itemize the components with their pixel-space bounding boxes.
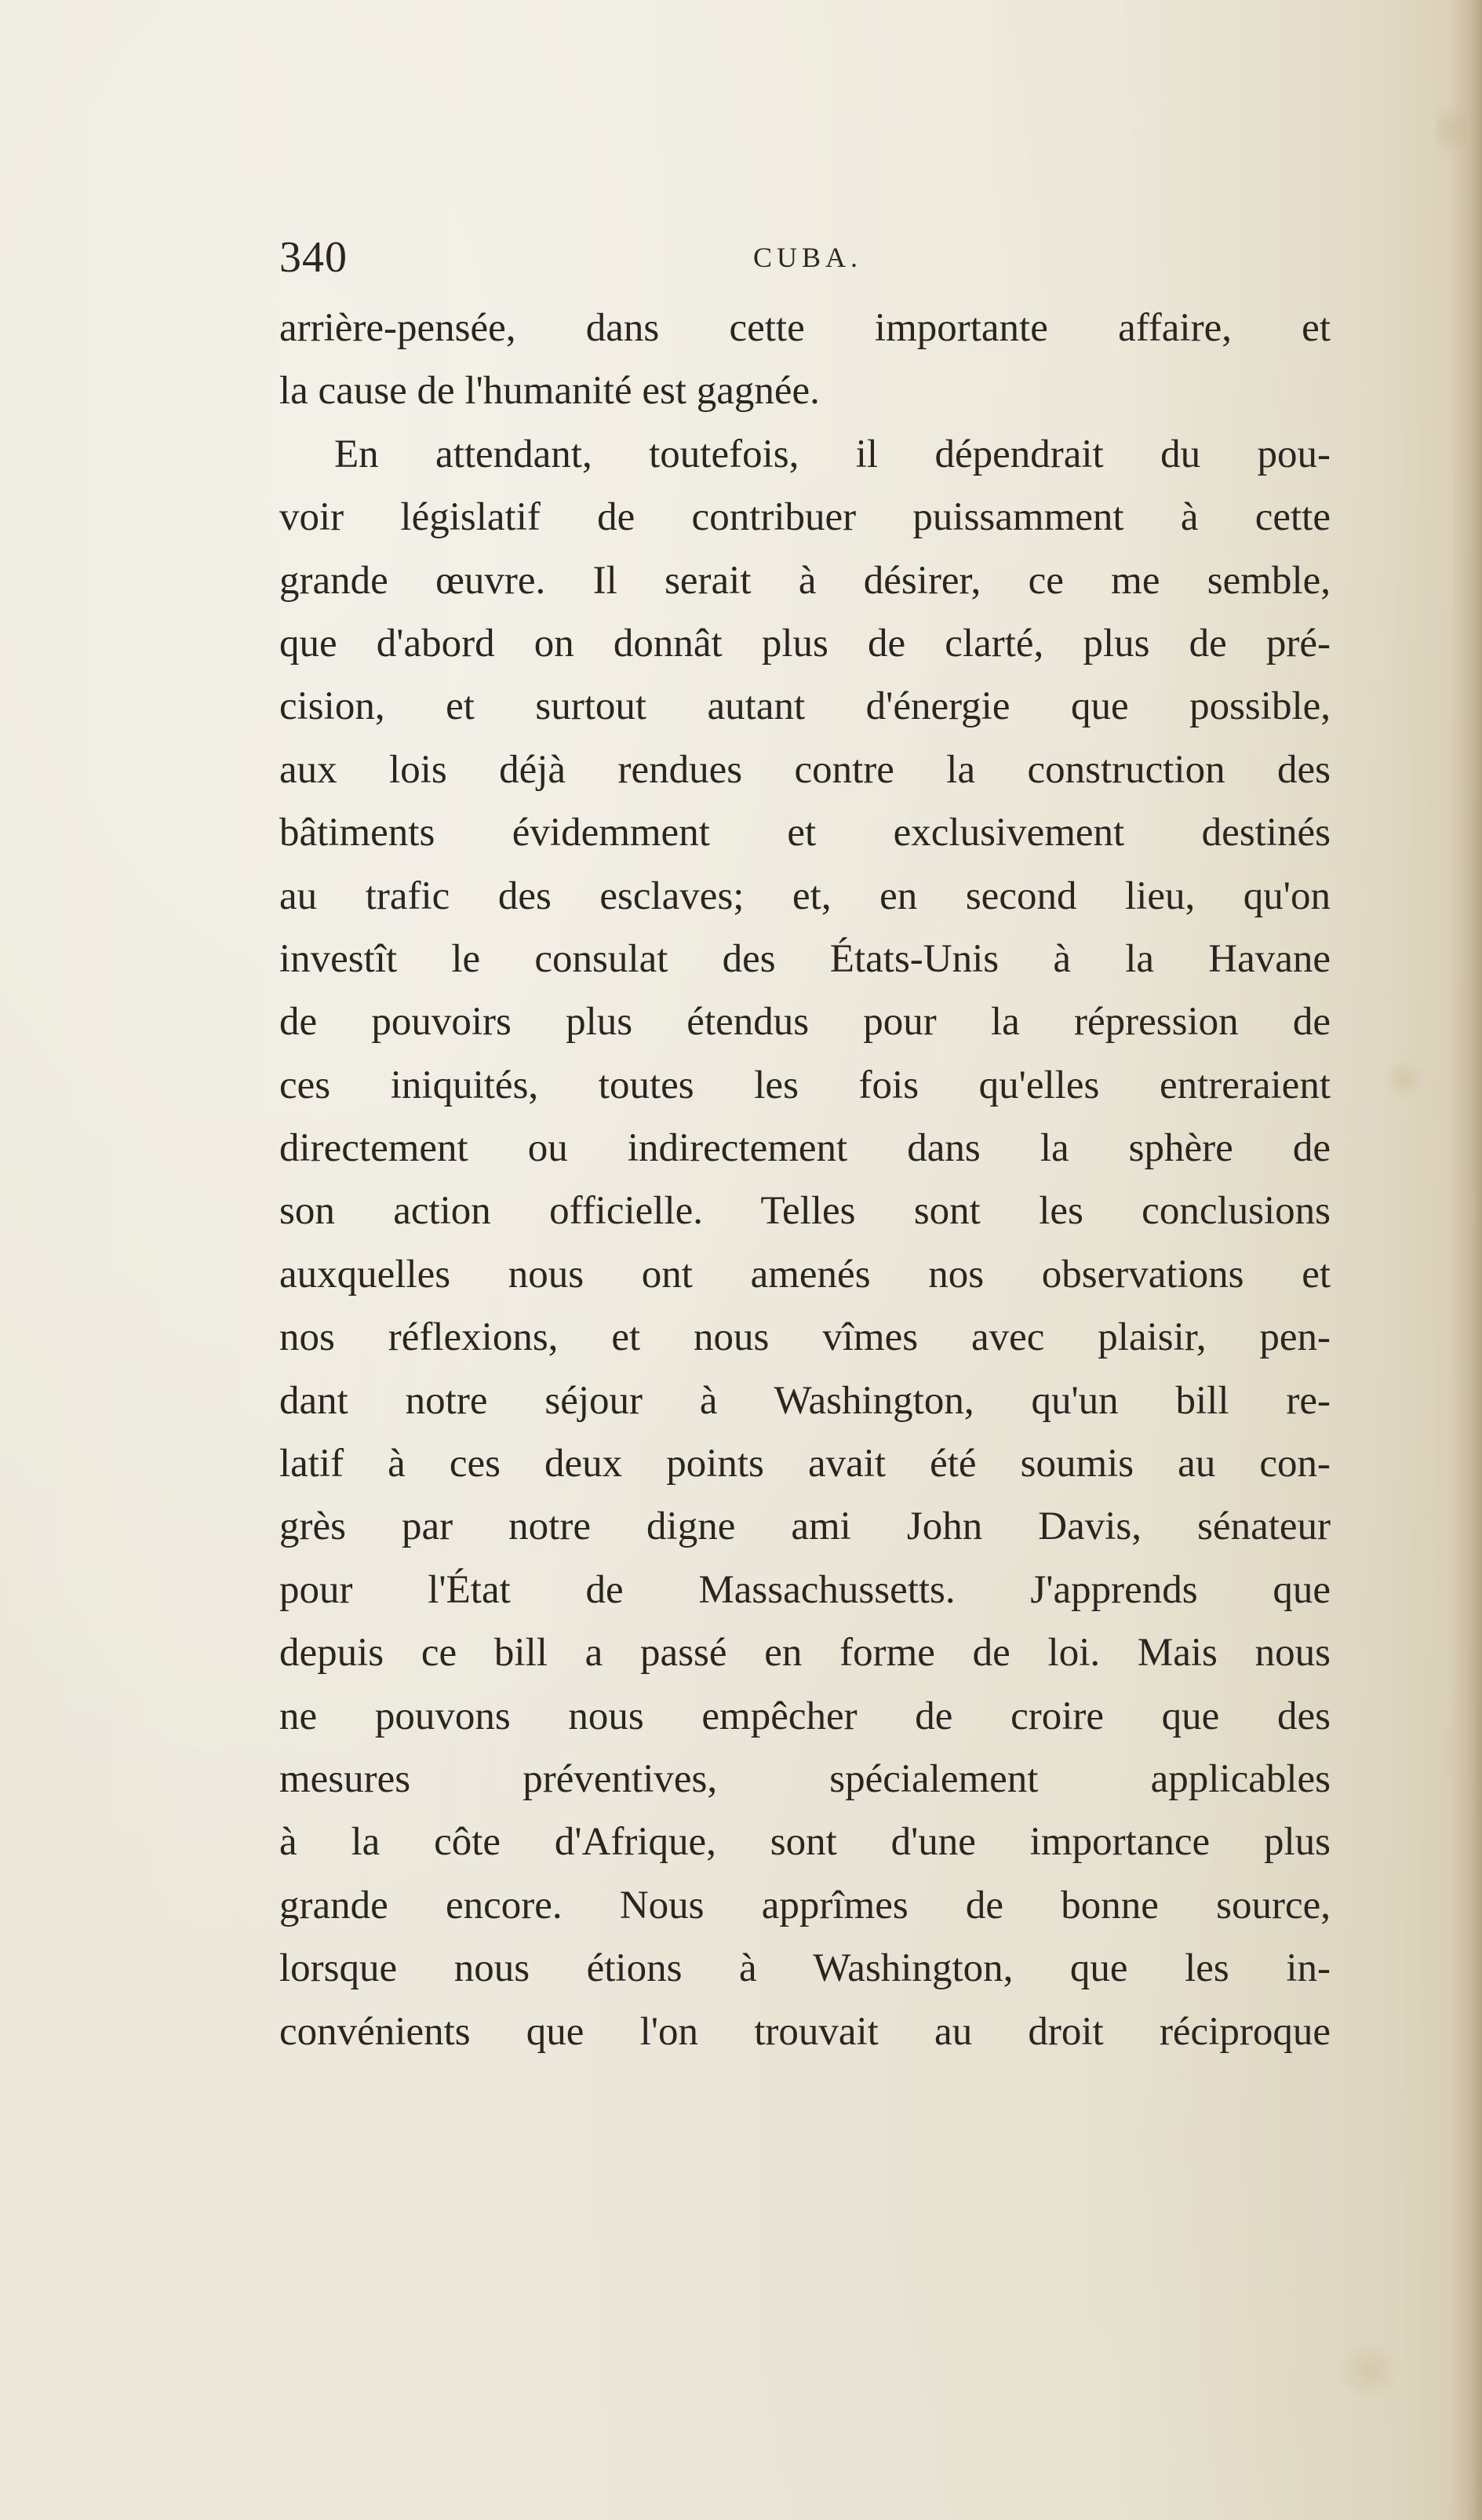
text-line: auxquelles nous ont amenés nos observations et — [279, 1252, 1331, 1296]
text-line: grès par notre digne ami John Davis, sénateur — [279, 1504, 1331, 1549]
text-line: grande œuvre. Il serait à désirer, ce me semble, — [279, 558, 1331, 603]
text-line: grande encore. Nous apprîmes de bonne source, — [279, 1883, 1331, 1927]
page-number: 340 — [279, 233, 348, 282]
text-line: son action officielle. Telles sont les conclusions — [279, 1189, 1331, 1234]
running-header — [279, 226, 1331, 289]
text-line: dant notre séjour à Washington, qu'un bill re- — [279, 1378, 1331, 1423]
text-line: investît le consulat des États-Unis à la Havane — [279, 936, 1331, 981]
paper-stain — [1334, 2343, 1404, 2398]
text-line: au trafic des esclaves; et, en second lieu, qu'on — [279, 873, 1331, 918]
text-line: ne pouvons nous empêcher de croire que des — [279, 1694, 1331, 1738]
text-line: voir législatif de contribuer puissamment à cette — [279, 495, 1331, 540]
text-line: lorsque nous étions à Washington, que les in- — [279, 1946, 1331, 1991]
text-line: nos réflexions, et nous vîmes avec plaisir, pen- — [279, 1315, 1331, 1360]
text-line: convénients que l'on trouvait au droit réciproque — [279, 2009, 1331, 2054]
text-line: aux lois déjà rendues contre la construction des — [279, 747, 1331, 792]
text-line: depuis ce bill a passé en forme de loi. Mais nous — [279, 1631, 1331, 1676]
text-line: directement ou indirectement dans la sphère de — [279, 1126, 1331, 1171]
text-line: En attendant, toutefois, il dépendrait du pou- — [334, 432, 1331, 476]
text-line: à la côte d'Afrique, sont d'une importance plus — [279, 1820, 1331, 1865]
text-line: mesures préventives, spécialement applicables — [279, 1756, 1331, 1801]
running-title: CUBA. — [753, 242, 863, 273]
text-line: bâtiments évidemment et exclusivement destinés — [279, 811, 1331, 855]
paper-stain — [1381, 1059, 1428, 1099]
paper-stain — [1436, 94, 1467, 165]
text-line: de pouvoirs plus étendus pour la répression de — [279, 1000, 1331, 1045]
text-line: ces iniquités, toutes les fois qu'elles entreraient — [279, 1063, 1331, 1107]
body-text — [279, 297, 1331, 2063]
text-line: latif à ces deux points avait été soumis au con- — [279, 1442, 1331, 1486]
text-line: arrière-pensée, dans cette importante affaire, et — [279, 306, 1331, 350]
text-line: pour l'État de Massachussetts. J'apprends que — [279, 1567, 1331, 1612]
text-line: que d'abord on donnât plus de clarté, plus de pré- — [279, 621, 1331, 666]
text-line: la cause de l'humanité est gagnée. — [279, 369, 820, 414]
page-edge-shadow — [1449, 0, 1482, 2520]
text-line: cision, et surtout autant d'énergie que possible, — [279, 684, 1331, 729]
